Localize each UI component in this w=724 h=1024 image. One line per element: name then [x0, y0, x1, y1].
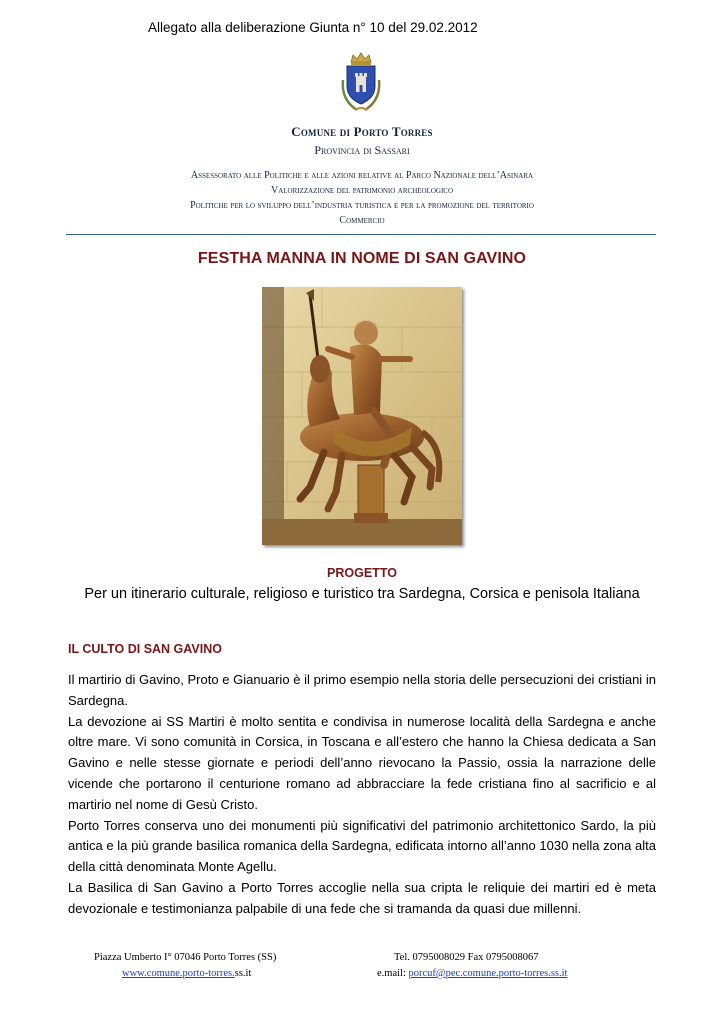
project-heading: PROGETTO [327, 566, 397, 580]
paragraph: Porto Torres conserva uno dei monumenti più significativi del patrimonio architettonico Sardo, la più antica e la più grande basilica romanica della Sardegna, edificata intorno all’anno 1030 nella zona alta della città denominata Monte Agellu. [68, 817, 656, 875]
website-suffix: ss.it [234, 968, 252, 979]
footer-phone-fax: Tel. 0795008029 Fax 0795008067 [394, 952, 539, 963]
footer-email [377, 968, 567, 979]
san-gavino-statue-photo [262, 287, 462, 545]
email-link[interactable]: porcuf@pec.comune.porto-torres.ss.it [408, 968, 568, 979]
coat-of-arms-icon [333, 50, 389, 116]
paragraph: Il martirio di Gavino, Proto e Gianuario è il primo esempio nella storia delle persecuzioni dei cristiani in Sardegna. [68, 672, 656, 708]
department-line-4: Commercio [339, 215, 385, 226]
municipality-name: Comune di Porto Torres [291, 124, 433, 139]
document-title: FESTHA MANNA IN NOME DI SAN GAVINO [197, 250, 527, 267]
department-line-2: Valorizzazione del patrimonio archeologico [270, 185, 454, 196]
footer-address: Piazza Umberto I° 07046 Porto Torres (SS) [94, 952, 277, 963]
footer-website [122, 968, 251, 979]
paragraph: La Basilica di San Gavino a Porto Torres accoglie nella sua cripta le reliquie dei martiri ed è meta devozionale e testimonianza palpabile di una fede che si tramanda da quasi due millenni. [68, 879, 656, 916]
paragraph: La devozione ai SS Martiri è molto sentita e condivisa in numerose località della Sardegna e anche oltre mare. Vi sono comunità in Corsica, in Toscana e all’estero che hanno la Chiesa dedicata a San Gavino e nelle stesse giornate e periodi dell’anno rievocano la Passio, ossia la narrazione delle vicende che portarono il centurione romano ad abbracciare la fede cristiana fino al sacrificio e al martirio nel nome di Gesù Cristo. [68, 713, 656, 812]
project-subtitle: Per un itinerario culturale, religioso e turistico tra Sardegna, Corsica e penisola Italiana [84, 586, 640, 602]
section-heading: IL CULTO DI SAN GAVINO [68, 642, 222, 656]
attachment-note: Allegato alla deliberazione Giunta n° 10 del 29.02.2012 [148, 20, 478, 35]
header-divider [66, 234, 656, 235]
department-line-1: Assessorato alle Politiche e alle azioni relative al Parco Nazionale dell’Asinara [190, 170, 534, 181]
email-label: e.mail: [377, 968, 409, 979]
department-line-3: Politiche per lo sviluppo dell’industria turistica e per la promozione del territorio [190, 200, 534, 211]
website-link[interactable]: www.comune.porto-torres. [122, 968, 235, 979]
province-name: Provincia di Sassari [314, 143, 410, 157]
section-body [68, 670, 656, 920]
